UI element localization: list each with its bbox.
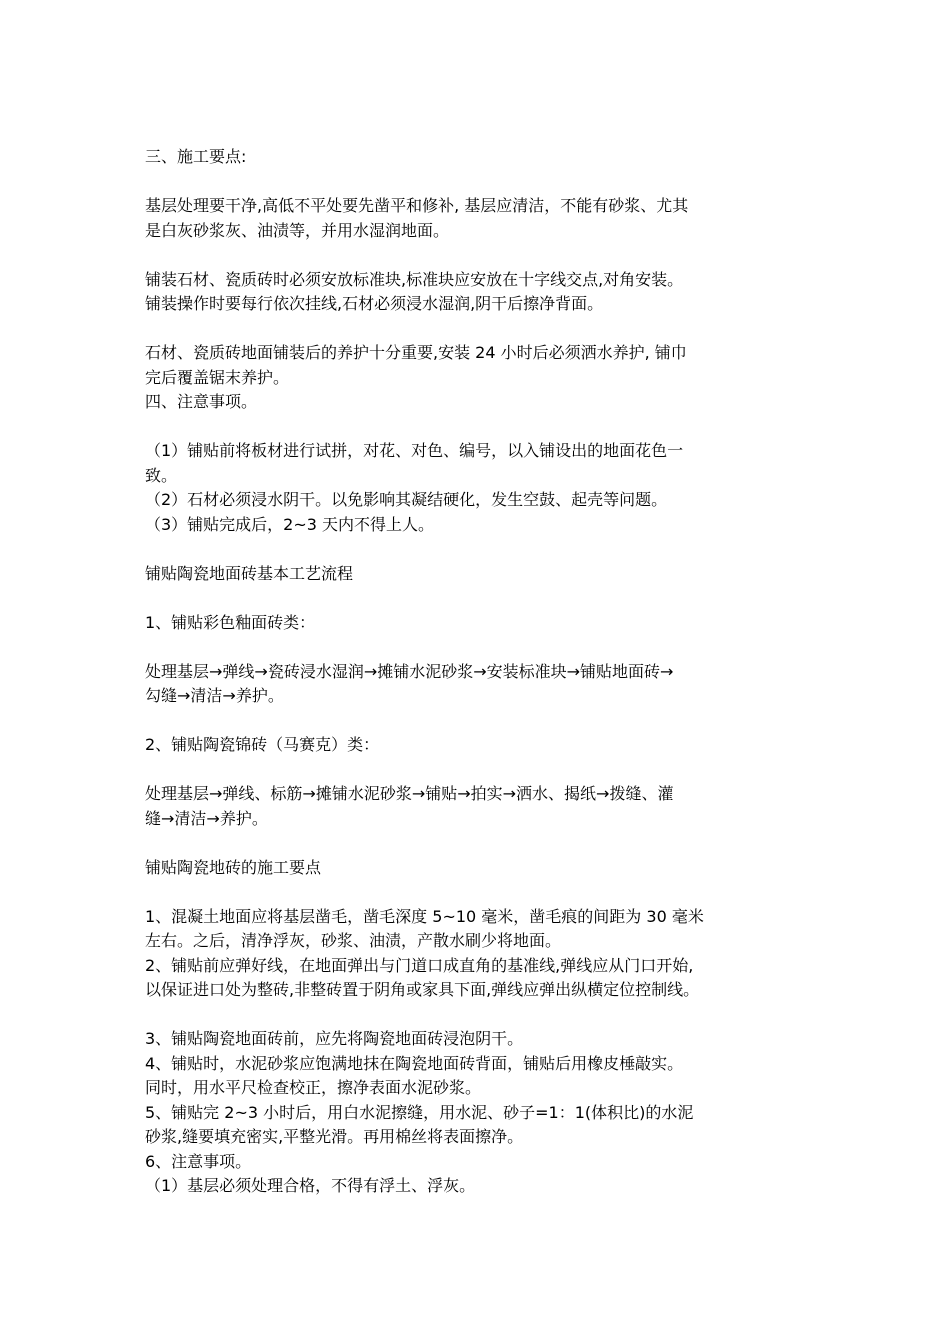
list-item: 致。 bbox=[145, 465, 178, 485]
paragraph-tile-points-2: 3、铺贴陶瓷地面砖前，应先将陶瓷地面砖浸泡阴干。 4、铺贴时，水泥砂浆应饱满地抹在陶瓷地面砖背面，铺贴后用橡皮棰敲实。 同时，用水平尺检查校正，擦净表面水泥砂浆。 5、铺贴完 2~3 小时后，用白水泥擦缝，用水泥、砂子=1：1(体积比)的水泥 砂浆,缝要填充密实,平整光滑。再用棉丝将表面擦净。 6、注意事项。 （1）基层必须处理合格，不得有浮土、浮灰。 bbox=[145, 1029, 694, 1195]
paragraph-standard-block: 铺装石材、瓷质砖时必须安放标准块,标准块应安放在十字线交点,对角安装。 铺装操作时要每行依次挂线,石材必须浸水湿润,阴干后擦净背面。 bbox=[145, 269, 684, 313]
paragraph-glazed-tile-process: 处理基层→弹线→瓷砖浸水湿润→摊铺水泥砂浆→安装标准块→铺贴地面砖→ 勾缝→清洁→养护。 bbox=[145, 661, 674, 705]
list-item: （1）铺贴前将板材进行试拼，对花、对色、编号，以入铺设出的地面花色一 bbox=[145, 441, 684, 460]
section-title-process: 铺贴陶瓷地面砖基本工艺流程 bbox=[145, 563, 354, 583]
section-title-tile-points: 铺贴陶瓷地砖的施工要点 bbox=[145, 857, 322, 877]
section-heading-construction-points: 三、施工要点: bbox=[145, 147, 247, 166]
section-heading-notes: 四、注意事项。 bbox=[145, 392, 258, 411]
subheading-glazed-tile: 1、铺贴彩色釉面砖类： bbox=[145, 612, 316, 632]
paragraph-curing: 石材、瓷质砖地面铺装后的养护十分重要,安装 24 小时后必须洒水养护, 铺巾 完后覆盖锯末养护。 bbox=[145, 343, 687, 387]
subheading-mosaic-tile: 2、铺贴陶瓷锦砖（马赛克）类： bbox=[145, 735, 380, 754]
notes-list bbox=[145, 439, 810, 537]
paragraph-base-treatment: 基层处理要干净,高低不平处要先凿平和修补, 基层应清洁，不能有砂浆、尤其 是白灰砂浆灰、油渍等，并用水湿润地面。 bbox=[145, 196, 689, 240]
paragraph-tile-points-1: 1、混凝土地面应将基层凿毛，凿毛深度 5~10 毫米，凿毛痕的间距为 30 毫米 左右。之后，清净浮灰，砂浆、油渍，产散水刷少将地面。 2、铺贴前应弹好线，在地面弹出与门道口成直角的基准线,弹线应从门口开始, 以保证进口处为整砖,非整砖置于阴角或家具下面,弹线应弹出纵横定位控制线。 bbox=[145, 906, 704, 999]
list-item: （3）铺贴完成后，2~3 天内不得上人。 bbox=[145, 514, 435, 534]
list-item: （2）石材必须浸水阴干。以免影响其凝结硬化，发生空鼓、起壳等问题。 bbox=[145, 490, 668, 509]
paragraph-mosaic-tile-process: 处理基层→弹线、标筋→摊铺水泥砂浆→铺贴→拍实→洒水、揭纸→拨缝、灌 缝→清洁→养护。 bbox=[145, 784, 674, 828]
document-page bbox=[145, 145, 810, 1199]
